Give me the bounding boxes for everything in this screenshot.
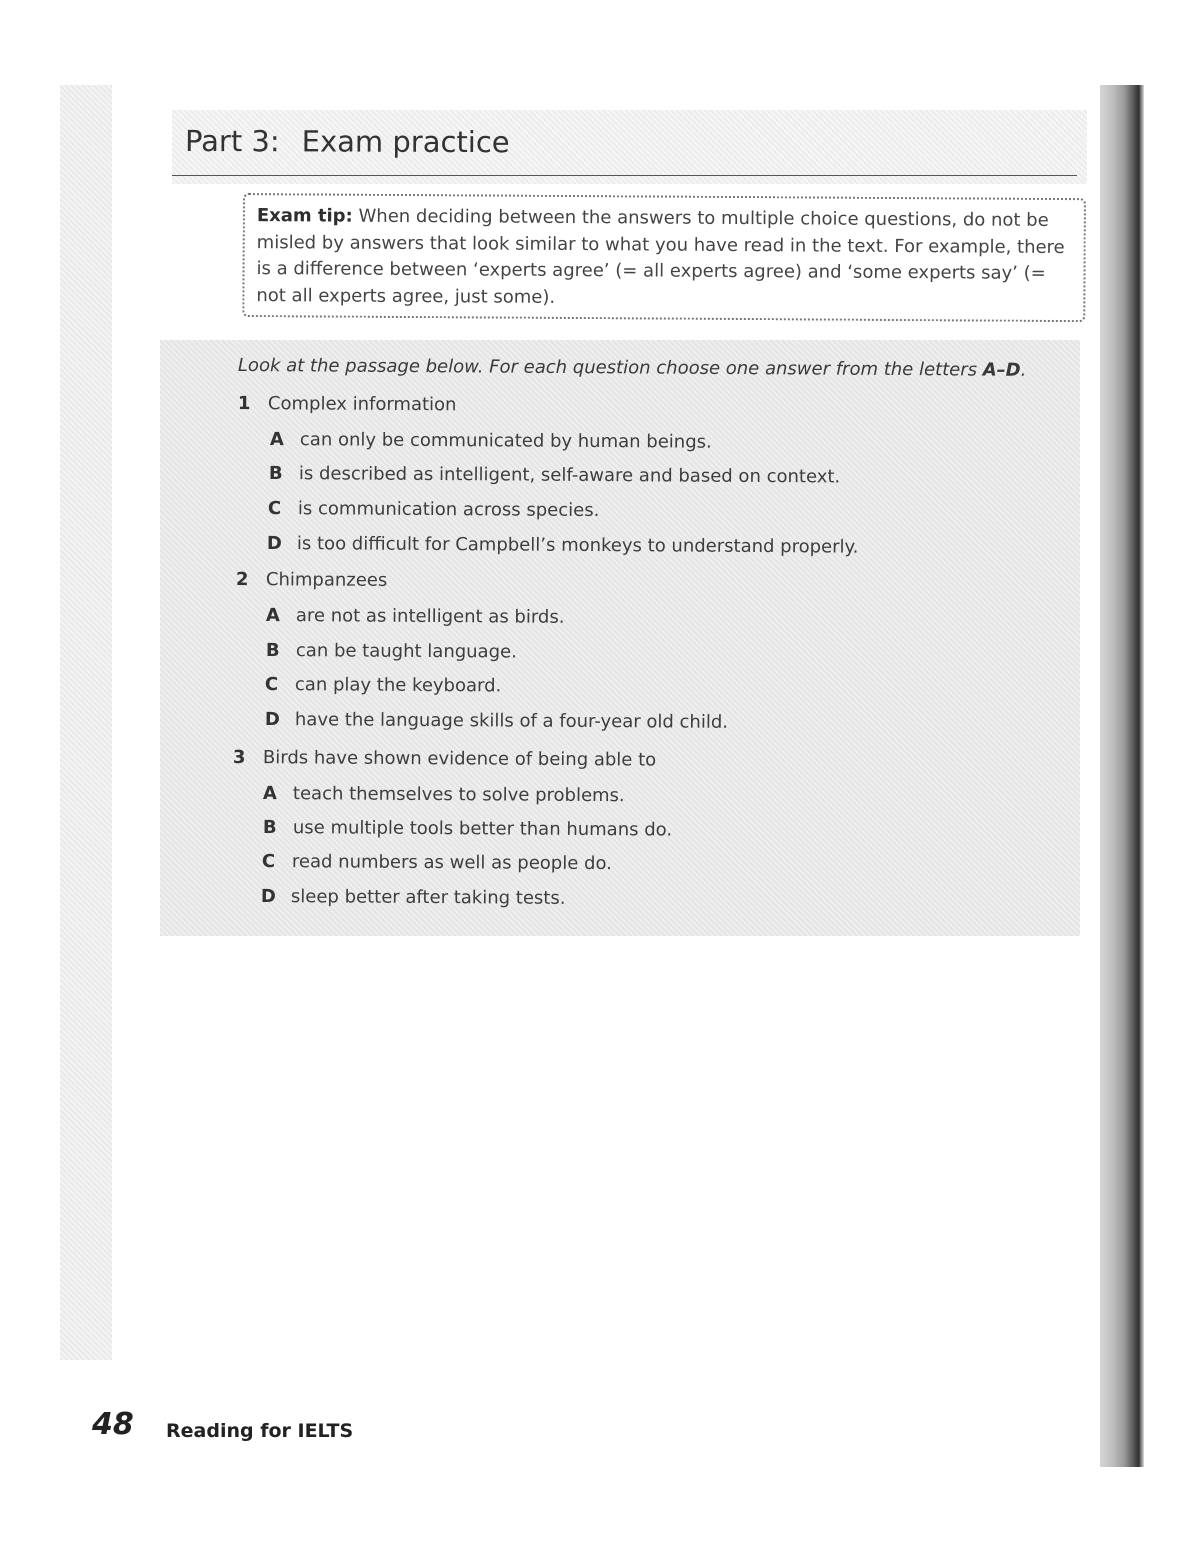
option-2c xyxy=(265,674,501,696)
option-letter: C xyxy=(267,498,282,520)
option-text: can play the keyboard. xyxy=(294,674,502,697)
question-2 xyxy=(236,569,387,591)
exam-tip-text: When deciding between the answers to multiple choice questions, do not be misled by answers that look similar to what you have read in the text. For example, there is a difference between ‘experts agree’ (= all experts agree) and ‘some experts say’ (= not all experts agree, just some). xyxy=(256,205,1065,308)
question-3 xyxy=(233,747,656,771)
instructions-letters: A–D xyxy=(982,359,1021,381)
option-text: can only be communicated by human beings. xyxy=(299,429,712,453)
option-letter: B xyxy=(262,817,277,839)
question-stem: Chimpanzees xyxy=(265,569,388,591)
option-text: is described as intelligent, self-aware and based on context. xyxy=(298,463,841,488)
option-text: can be taught language. xyxy=(295,640,517,663)
instructions-end: . xyxy=(1020,359,1027,381)
option-1a xyxy=(270,429,712,453)
option-1c xyxy=(268,498,600,521)
option-text: are not as intelligent as birds. xyxy=(295,605,565,628)
option-2a xyxy=(266,605,565,628)
option-3b xyxy=(263,817,672,840)
option-text: have the language skills of a four-year old child. xyxy=(294,709,729,733)
title-underline xyxy=(172,175,1077,176)
question-stem: Birds have shown evidence of being able to xyxy=(262,747,657,771)
question-1 xyxy=(238,393,457,415)
option-letter: A xyxy=(262,783,277,805)
option-letter: D xyxy=(260,886,276,908)
option-letter: A xyxy=(265,605,280,627)
option-text: read numbers as well as people do. xyxy=(291,851,612,875)
option-letter: D xyxy=(264,709,280,731)
question-number: 3 xyxy=(232,747,246,769)
option-2b xyxy=(266,640,517,663)
option-3d xyxy=(261,886,566,909)
option-1b xyxy=(269,463,840,487)
option-text: is too difficult for Campbell’s monkeys to understand properly. xyxy=(296,533,859,558)
left-margin-shading xyxy=(60,85,112,1360)
option-letter: C xyxy=(264,674,279,696)
part-number: Part 3: xyxy=(184,124,280,159)
instructions-text: Look at the passage below. For each question choose one answer from the letters xyxy=(237,355,983,381)
option-3a xyxy=(263,783,625,806)
question-stem: Complex information xyxy=(267,393,457,416)
book-title: Reading for IELTS xyxy=(166,1420,354,1442)
option-text: sleep better after taking tests. xyxy=(290,886,566,909)
option-letter: B xyxy=(265,640,280,662)
option-letter: C xyxy=(261,851,276,873)
option-text: is communication across species. xyxy=(297,498,600,522)
option-text: teach themselves to solve problems. xyxy=(292,783,625,807)
page-binding-shadow xyxy=(1100,85,1144,1467)
exam-tip-box xyxy=(242,193,1086,322)
page-title xyxy=(185,124,510,159)
option-letter: B xyxy=(268,463,283,485)
exam-tip-label: Exam tip: xyxy=(256,205,353,227)
option-text: use multiple tools better than humans do. xyxy=(292,817,673,841)
option-3c xyxy=(262,851,612,874)
part-title-text: Exam practice xyxy=(301,124,510,160)
option-letter: A xyxy=(269,429,284,451)
option-1d xyxy=(267,533,859,558)
page-number: 48 xyxy=(92,1407,134,1442)
question-number: 2 xyxy=(235,569,249,591)
option-letter: D xyxy=(266,533,282,555)
option-2d xyxy=(265,709,728,733)
question-number: 1 xyxy=(237,393,251,415)
